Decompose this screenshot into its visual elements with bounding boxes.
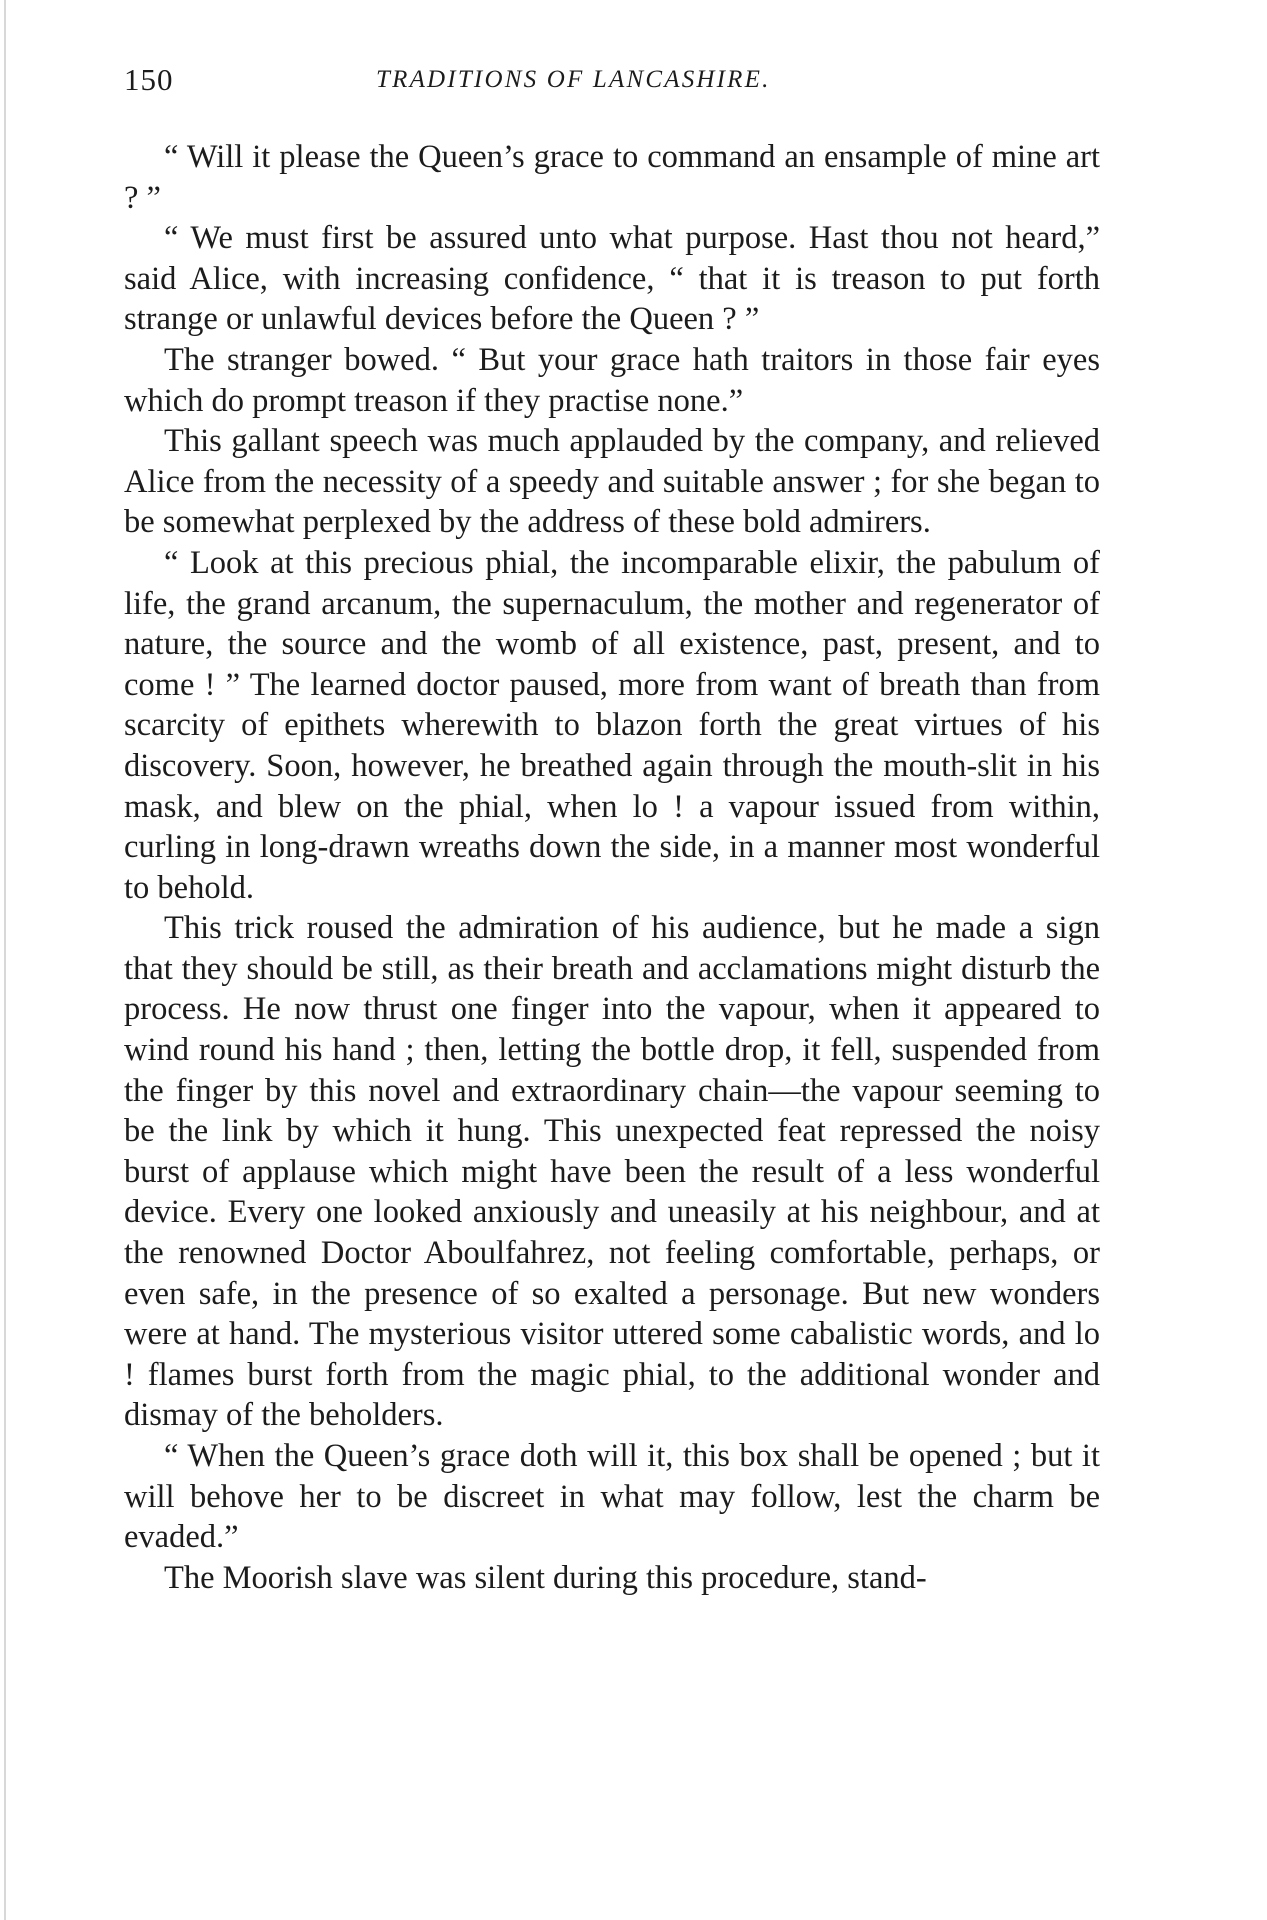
paragraph: The Moorish slave was silent during this procedure, stand-: [164, 1559, 927, 1596]
running-title: TRADITIONS OF LANCASHIRE.: [376, 66, 771, 93]
paragraph: “ Look at this precious phial, the incomparable elixir, the pabulum of life, the grand arcanum, the supernaculum, the mother and regenerator of nature, the source and the womb of all existence, past, present, and to come ! ” The learned doctor paused, more from want of breath than from scarcity of epithets wherewith to blazon forth the great virtues of his discovery. Soon, however, he breathed again through the mouth-slit in his mask, and blew on the phial, when lo ! a vapour issued from within, curling in long-drawn wreaths down the side, in a manner most wonderful to behold.: [124, 544, 1100, 906]
paragraph: This trick roused the admiration of his audience, but he made a sign that they should be still, as their breath and acclamations might disturb the process. He now thrust one finger into the vapour, when it appeared to wind round his hand ; then, letting the bottle drop, it fell, suspended from the finger by this novel and extraordinary chain—the vapour seeming to be the link by which it hung. This unexpected feat repressed the noisy burst of applause which might have been the result of a less wonderful device. Every one looked anxiously and uneasily at his neighbour, and at the renowned Doctor Aboulfahrez, not feeling comfortable, perhaps, or even safe, in the presence of so exalted a personage. But new wonders were at hand. The mysterious visitor uttered some cabalistic words, and lo ! flames burst forth from the magic phial, to the additional wonder and dismay of the beholders.: [124, 910, 1100, 1434]
paragraph: “ Will it please the Queen’s grace to command an ensample of mine art ? ”: [124, 139, 1100, 216]
paragraph: “ We must first be assured unto what purpose. Hast thou not heard,” said Alice, with increasing confidence, “ that it is treason to put forth strange or unlawful devices before the Queen ? ”: [124, 220, 1100, 338]
paragraph: This gallant speech was much applauded by the company, and relieved Alice from the necessity of a speedy and suitable answer ; for she began to be somewhat perplexed by the address of these bold admirers.: [124, 423, 1100, 541]
paragraph: “ When the Queen’s grace doth will it, this box shall be opened ; but it will behove her to be discreet in what may follow, lest the charm be evaded.”: [124, 1438, 1100, 1556]
running-head: [124, 62, 1100, 110]
page-binding-edge: [4, 0, 6, 1920]
text-body: [124, 137, 1100, 1598]
paragraph: The stranger bowed. “ But your grace hath traitors in those fair eyes which do prompt treason if they practise none.”: [124, 341, 1100, 419]
page-number: 150: [124, 62, 174, 97]
